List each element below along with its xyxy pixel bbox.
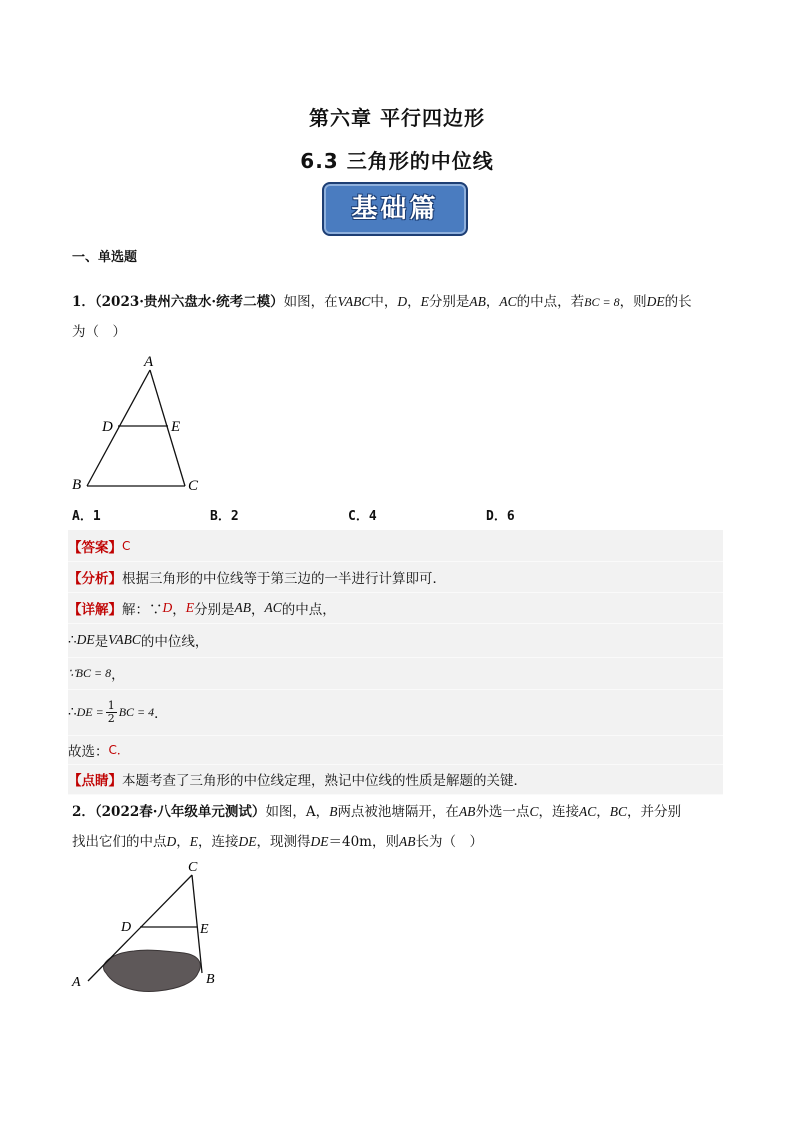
label-b: B [206, 972, 215, 987]
detail-math: ∵BC = 8 [68, 665, 112, 680]
q1-text: ， [485, 294, 500, 310]
question-2-line-1 [72, 797, 724, 827]
label-a: A [72, 975, 81, 990]
q2-text: ，连接 [198, 834, 239, 850]
answer-value: C [122, 538, 131, 553]
detail-math: E [185, 599, 194, 615]
option-a: A．1 [72, 509, 101, 524]
label-a: A [144, 354, 154, 370]
detail-text: ， [172, 601, 186, 618]
question-1-source: （2023·贵州六盘水·统考二模） [94, 294, 284, 310]
q2-text: ，并分别 [626, 804, 681, 820]
chapter-title: 第六章 平行四边形 [309, 106, 485, 130]
question-2-line-2 [72, 827, 724, 857]
q2-text: 长为（ ） [415, 834, 483, 850]
option-d: D．6 [486, 509, 515, 524]
question-2-source: （2022春·八年级单元测试） [94, 804, 266, 820]
q1-math: E [420, 294, 429, 309]
q1-text: 的中点，若 [516, 294, 585, 310]
review-tag: 【点睛】 [68, 773, 122, 789]
detail-math: BC = 4 [118, 704, 155, 719]
detail-math: DE = [76, 704, 104, 719]
detail-text: ， [111, 667, 125, 683]
q2-math: B [329, 804, 338, 819]
q1-math: DE [646, 294, 665, 309]
detail-math: VABC [108, 632, 141, 647]
q2-math: AB [458, 804, 476, 819]
q1-math: BC = 8 [584, 295, 620, 309]
q2-text: 找出它们的中点 [72, 834, 167, 850]
detail-math: AC [264, 599, 282, 615]
analysis-row [68, 561, 723, 593]
detail-text: ， [251, 601, 265, 618]
detail-text: ． [154, 706, 168, 722]
detail-row [68, 592, 723, 624]
q2-text: ，则 [371, 834, 399, 850]
option-b: B．2 [210, 509, 239, 524]
fraction-denominator: 2 [107, 711, 115, 725]
option-c: C．4 [348, 509, 377, 524]
level-badge: 基础篇 [322, 182, 468, 236]
q1-text: 分别是 [428, 294, 470, 310]
q2-text: 如图，A， [265, 804, 330, 820]
fraction-numerator: 1 [107, 698, 115, 712]
detail-text: 是 [94, 634, 109, 650]
detail-text: 的中点， [281, 601, 336, 618]
q1-text: 中， [370, 294, 398, 310]
answer-tag: 【答案】 [68, 539, 122, 556]
q2-text: ， [176, 834, 190, 850]
label-e: E [171, 419, 181, 435]
question-1-line-2: 为（ ） [72, 324, 126, 340]
section-title: 一、单选题 [72, 250, 138, 265]
label-c: C [188, 478, 199, 494]
question-1-number: 1． [72, 294, 95, 310]
detail-text: 解：∵ [122, 601, 163, 618]
q2-text: 两点被池塘隔开，在 [337, 804, 459, 820]
q2-math: D [166, 834, 177, 849]
answer-row [68, 530, 723, 562]
detail-line-3 [68, 657, 723, 690]
q2-math: AC [578, 804, 597, 819]
label-c: C [188, 860, 198, 875]
detail-line-2 [68, 623, 723, 658]
q2-math: C [529, 804, 539, 819]
q2-math: DE [310, 834, 329, 849]
detail-math: D [162, 599, 173, 615]
pond-figure [66, 855, 226, 995]
triangle-figure [68, 348, 208, 496]
label-d: D [121, 920, 132, 935]
review-row [68, 764, 723, 795]
question-2 [72, 797, 724, 857]
q1-math: AC [499, 294, 517, 309]
q2-math: AB [398, 834, 416, 849]
q1-text: 的长 [664, 294, 692, 310]
q1-math: AB [469, 294, 486, 309]
choose-value: C． [108, 743, 129, 757]
question-1-line-1 [72, 287, 724, 317]
q2-math: BC [609, 804, 627, 819]
answer-box [68, 530, 723, 794]
detail-tag: 【详解】 [68, 601, 122, 618]
label-b: B [72, 477, 82, 493]
choose-row [68, 735, 723, 765]
q2-math: E [189, 834, 198, 849]
detail-text: ∴ [68, 632, 77, 648]
fraction-half [106, 700, 117, 725]
q1-math: VABC [337, 294, 371, 309]
q1-text: 如图，在 [283, 294, 338, 310]
analysis-tag: 【分析】 [68, 570, 122, 587]
detail-math: AB [234, 599, 251, 615]
detail-math: DE [76, 632, 95, 647]
detail-line-4 [68, 689, 723, 736]
q2-text: 外选一点 [475, 804, 530, 820]
choose-label: 故选： [68, 743, 109, 760]
side-ab [87, 370, 150, 486]
lesson-title: 6.3 三角形的中位线 [300, 149, 494, 173]
q2-text: ，连接 [538, 804, 579, 820]
q2-math: DE [238, 834, 257, 849]
q1-text: ，则 [619, 294, 647, 310]
detail-text: 的中位线， [140, 634, 209, 650]
question-1 [72, 287, 724, 347]
pond-shape [104, 950, 201, 991]
question-2-number: 2． [72, 804, 95, 820]
detail-text: ∴ [68, 704, 77, 720]
analysis-text: 根据三角形的中位线等于第三边的一半进行计算即可． [122, 570, 446, 587]
review-text: 本题考查了三角形的中位线定理，熟记中位线的性质是解题的关键． [122, 773, 527, 789]
q2-text: ，现测得 [256, 834, 311, 850]
q1-text: ， [407, 294, 421, 310]
q2-text: ， [596, 804, 610, 820]
detail-text: 分别是 [194, 601, 235, 618]
q1-math: D [397, 294, 408, 309]
label-e: E [200, 922, 209, 937]
label-d: D [102, 419, 113, 435]
q2-text: ＝40m [328, 834, 372, 850]
